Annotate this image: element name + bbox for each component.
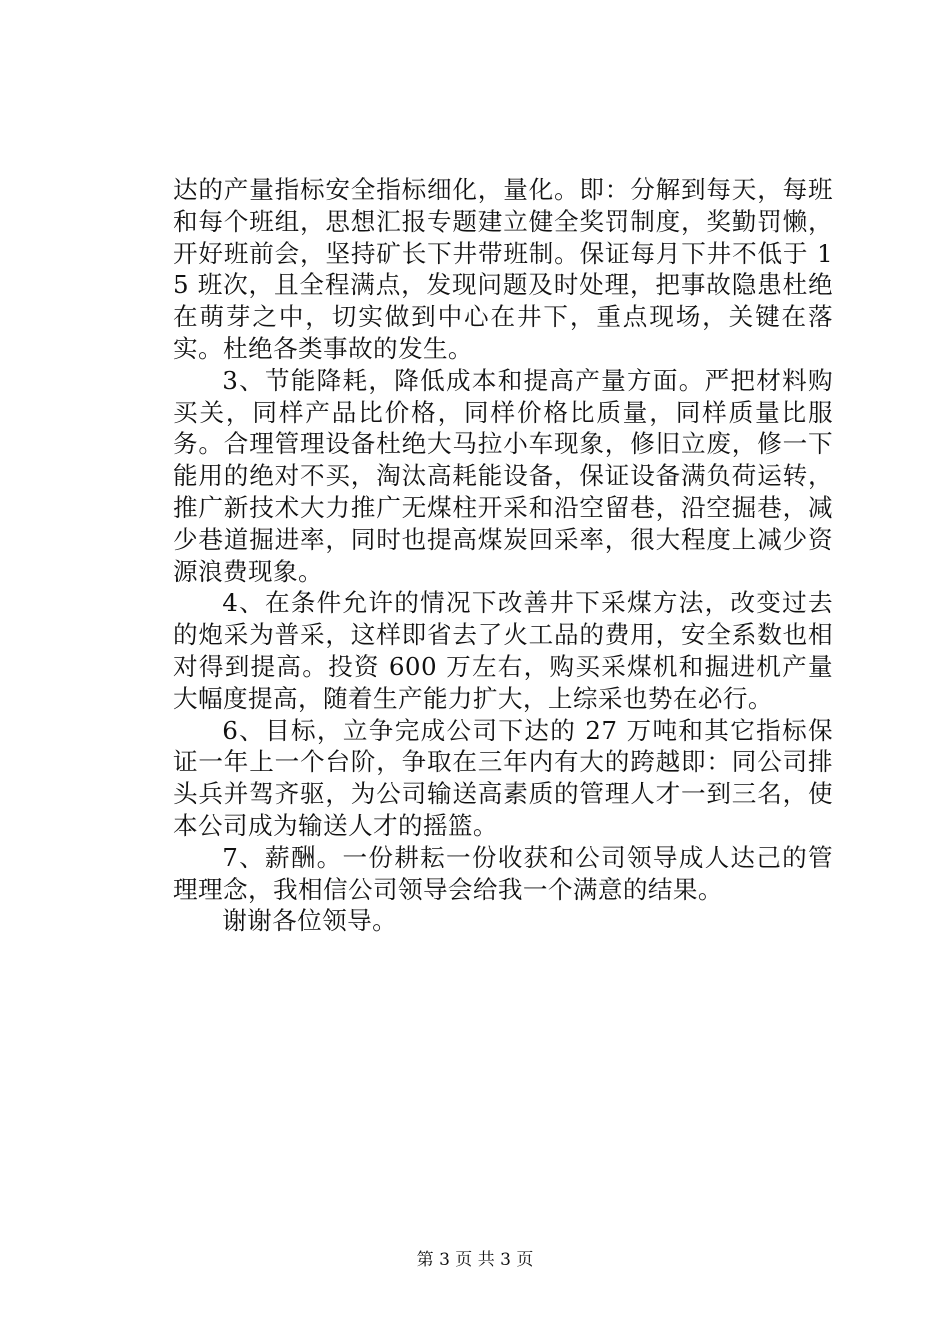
- paragraph-salary: 7、薪酬。一份耕耘一份收获和公司领导成人达己的管理理念，我相信公司领导会给我一个满意的结果。: [173, 842, 833, 904]
- paragraph-goals: 6、目标，立争完成公司下达的 27 万吨和其它指标保证一年上一个台阶，争取在三年内有大的跨越即：同公司排头兵并驾齐驱，为公司输送高素质的管理人才一到三名，使本公司成为输送人才的摇篮。: [173, 715, 833, 840]
- document-body: [173, 174, 833, 937]
- page-number-footer: 第 3 页 共 3 页: [416, 1250, 534, 1270]
- paragraph-continuation: 达的产量指标安全指标细化，量化。即：分解到每天，每班和每个班组，思想汇报专题建立健全奖罚制度，奖勤罚懒，开好班前会，坚持矿长下井带班制。保证每月下井不低于 15 班次，且全程满点，发现问题及时处理，把事故隐患杜绝在萌芽之中，切实做到中心在井下，重点现场，关键在落实。杜绝各类事故的发生。: [173, 175, 833, 363]
- paragraph-mining-method: 4、在条件允许的情况下改善井下采煤方法，改变过去的炮采为普采，这样即省去了火工品的费用，安全系数也相对得到提高。投资 600 万左右，购买采煤机和掘进机产量大幅度提高，随着生产能力扩大，上综采也势在必行。: [173, 588, 833, 713]
- paragraph-energy-saving: 3、节能降耗，降低成本和提高产量方面。严把材料购买关，同样产品比价格，同样价格比质量，同样质量比服务。合理管理设备杜绝大马拉小车现象，修旧立废，修一下能用的绝对不买，淘汰高耗能设备，保证设备满负荷运转，推广新技术大力推广无煤柱开采和沿空留巷，沿空掘巷，减少巷道掘进率，同时也提高煤炭回采率，很大程度上减少资源浪费现象。: [173, 365, 833, 586]
- paragraph-thanks: 谢谢各位领导。: [222, 906, 398, 936]
